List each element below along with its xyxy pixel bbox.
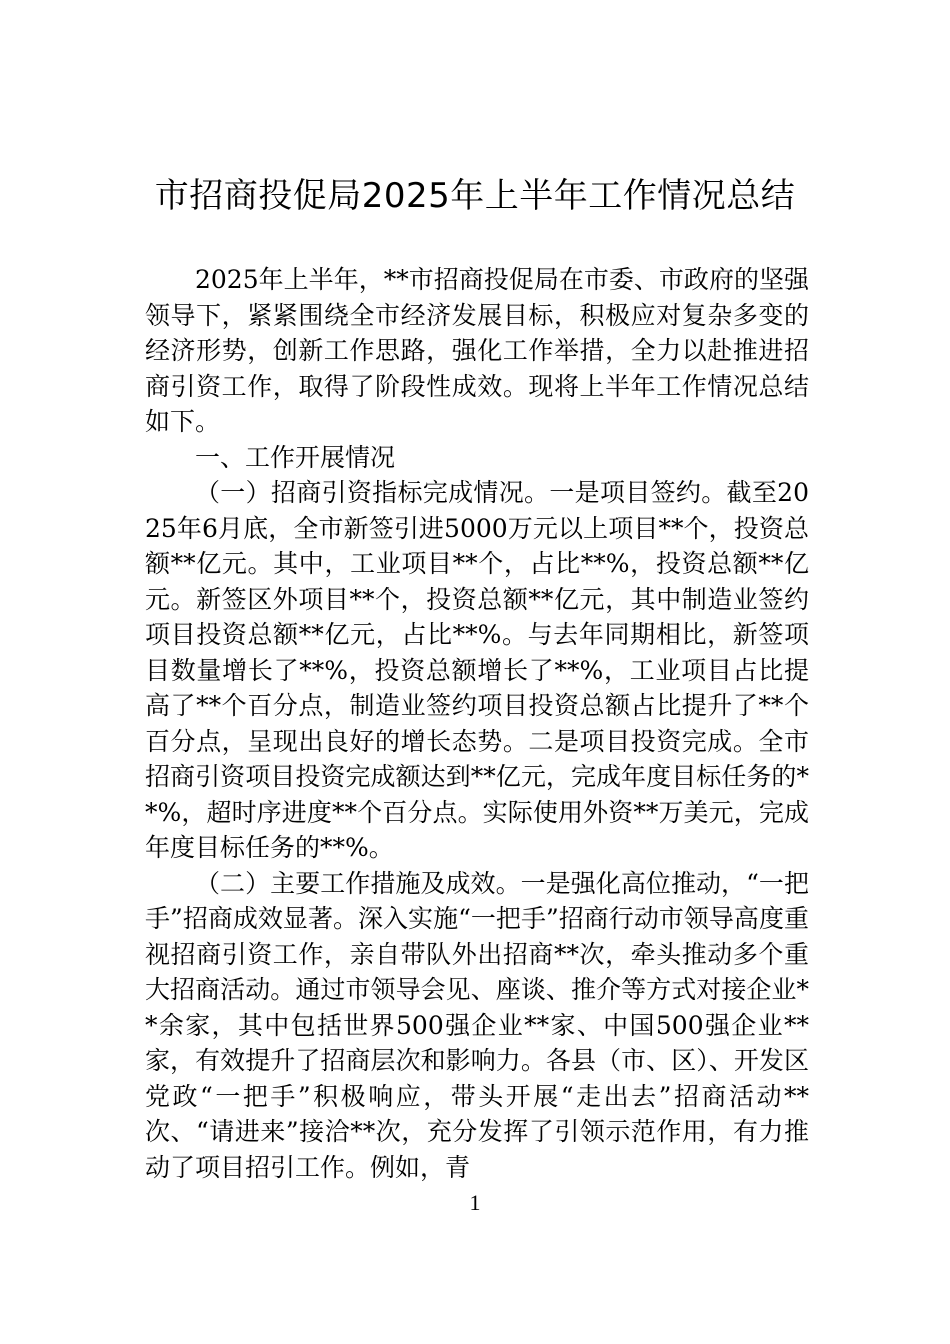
body-paragraph: （二）主要工作措施及成效。一是强化高位推动，“一把手”招商成效显著。深入实施“一把手”招商行动市领导高度重视招商引资工作，亲自带队外出招商**次，牵头推动多个重大招商活动。通过市领导会见、座谈、推介等方式对接企业**余家，其中包括世界500强企业**家、中国500强企业**家，有效提升了招商层次和影响力。各县（市、区）、开发区党政“一把手”积极响应，带头开展“走出去”招商活动**次、“请进来”接洽**次，充分发挥了引领示范作用，有力推动了项目招引工作。例如，青	[145, 868, 809, 1182]
intro-paragraph: 2025年上半年，**市招商投促局在市委、市政府的坚强领导下，紧紧围绕全市经济发展目标，积极应对复杂多变的经济形势，创新工作思路，强化工作举措，全力以赴推进招商引资工作，取得了阶段性成效。现将上半年工作情况总结如下。	[145, 265, 809, 436]
section-heading: 一、工作开展情况	[195, 442, 396, 472]
body-paragraph: （一）招商引资指标完成情况。一是项目签约。截至2025年6月底，全市新签引进5000万元以上项目**个，投资总额**亿元。其中，工业项目**个，占比**%，投资总额**亿元。新签区外项目**个，投资总额**亿元，其中制造业签约项目投资总额**亿元，占比**%。与去年同期相比，新签项目数量增长了**%，投资总额增长了**%，工业项目占比提高了**个百分点，制造业签约项目投资总额占比提升了**个百分点，呈现出良好的增长态势。二是项目投资完成。全市招商引资项目投资完成额达到**亿元，完成年度目标任务的**%，超时序进度**个百分点。实际使用外资**万美元，完成年度目标任务的**%。	[145, 478, 809, 862]
page-number: 1	[469, 1190, 481, 1215]
document-title: 市招商投促局2025年上半年工作情况总结	[154, 176, 796, 216]
document-body	[145, 262, 809, 1185]
